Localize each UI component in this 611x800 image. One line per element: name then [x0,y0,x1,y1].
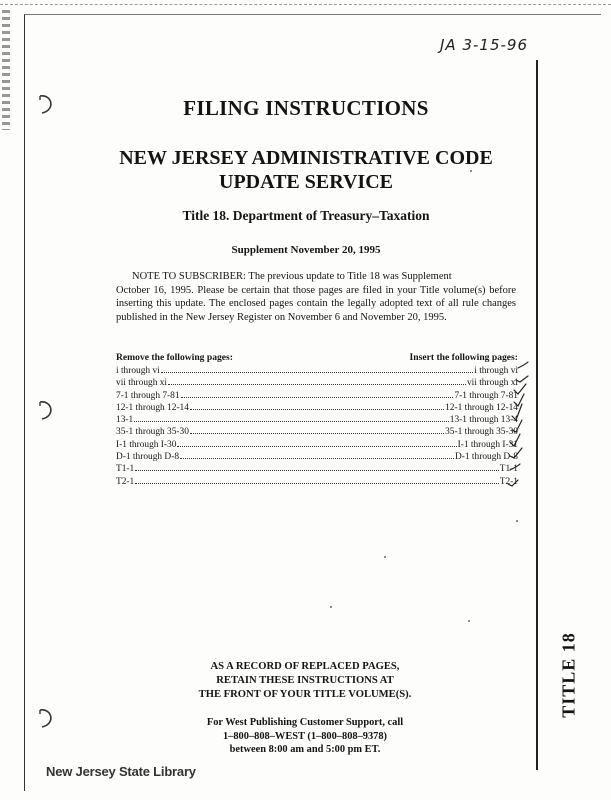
retain-record-notice [140,660,470,702]
code-name-line2: UPDATE SERVICE [219,171,393,193]
table-row [116,366,518,378]
supplement-date: Supplement November 20, 1995 [231,244,381,256]
remove-cell: D-1 through D-8 [116,452,180,463]
document-title: FILING INSTRUCTIONS [183,96,429,120]
scan-speck [330,606,332,608]
table-row [116,477,518,489]
leader-dots [177,446,456,447]
pages-table [116,366,518,489]
record-line-3: THE FRONT OF YOUR TITLE VOLUME(S). [198,689,412,700]
library-stamp: New Jersey State Library [46,764,196,779]
insert-cell: T1-1 [499,464,518,475]
leader-dots [161,372,474,373]
note-line-4: all rule changes published in the New Jersey Register on November 6 and November [116,298,517,323]
remove-cell: 13-1 [116,415,134,426]
subscriber-note [116,270,516,324]
insert-cell: 12-1 through 12-14 [445,402,518,413]
leader-dots [180,458,454,459]
title-subtitle: Title 18. Department of Treasury–Taxation [182,208,430,223]
table-row [116,391,518,403]
note-line-1: NOTE TO SUBSCRIBER: The previous update to Title 18 was Supplement [132,271,452,282]
support-line-2: 1–800–808–WEST (1–800–808–9378) [222,730,388,742]
insert-cell: T2-1 [499,476,518,487]
scan-speck [470,170,472,172]
table-row [116,415,518,427]
table-row [116,427,518,439]
insert-cell: vii through xi [466,378,518,389]
remove-cell: i through vi [116,366,160,376]
handwritten-initials-date: JA 3-15-96 [440,36,528,54]
insert-cell: 7-1 through 7-81 [454,390,518,401]
note-line-5: 20, 1995. [407,311,447,323]
customer-support-info [140,716,470,757]
punch-hole-bottom-icon [32,706,58,730]
handwritten-checkmarks-icon [490,360,530,500]
support-line-3: between 8:00 am and 5:00 pm ET. [229,744,381,756]
scan-edge-left [2,10,10,130]
insert-cell: i through vi [474,366,518,376]
remove-cell: vii through xi [116,378,168,389]
leader-dots [135,483,499,484]
remove-cell: I-1 through I-30 [116,439,177,450]
remove-cell: 7-1 through 7-81 [116,390,180,401]
scan-speck [516,520,518,522]
code-name [86,146,526,194]
scan-speck [468,620,470,622]
insert-cell: D-1 through D-8 [454,452,518,463]
remove-cell: T1-1 [116,464,135,475]
scan-speck [384,556,386,558]
table-row [116,403,518,415]
leader-dots [181,397,454,398]
support-line-1: For West Publishing Customer Support, call [206,717,404,728]
punch-hole-middle-icon [32,398,58,422]
leader-dots [135,470,499,471]
record-line-1: AS A RECORD OF REPLACED PAGES, [210,661,400,672]
insert-cell: I-1 through I-31 [457,439,518,450]
table-row [116,378,518,390]
scan-edge-top [0,4,611,9]
code-name-line1: NEW JERSEY ADMINISTRATIVE CODE [119,147,493,169]
table-row [116,464,518,476]
note-line-2: October 16, 1995. Please be certain that those pages are filed in your Title volume(s) [116,284,486,296]
insert-cell: 35-1 through 35-30 [445,427,518,438]
side-tab-title-18 [540,630,598,720]
right-margin-rule [536,60,538,770]
remove-cell: 12-1 through 12-14 [116,402,189,413]
leader-dots [134,421,449,422]
insert-header: Insert the following pages: [409,352,518,363]
leader-dots [168,384,466,385]
punch-hole-top-icon [32,92,58,116]
table-row [116,452,518,464]
record-line-2: RETAIN THESE INSTRUCTIONS AT [216,675,394,686]
insert-cell: 13-1 through 13-4 [449,415,518,426]
side-tab-label: TITLE 18 [558,632,579,718]
leader-dots [190,409,444,410]
table-row [116,440,518,452]
remove-cell: T2-1 [116,476,135,487]
note-line-3: before inserting this update. The enclosed pages contain the legally adopted text of [116,284,517,310]
leader-dots [190,433,444,434]
remove-cell: 35-1 through 35-30 [116,427,189,438]
remove-header: Remove the following pages: [116,352,233,363]
